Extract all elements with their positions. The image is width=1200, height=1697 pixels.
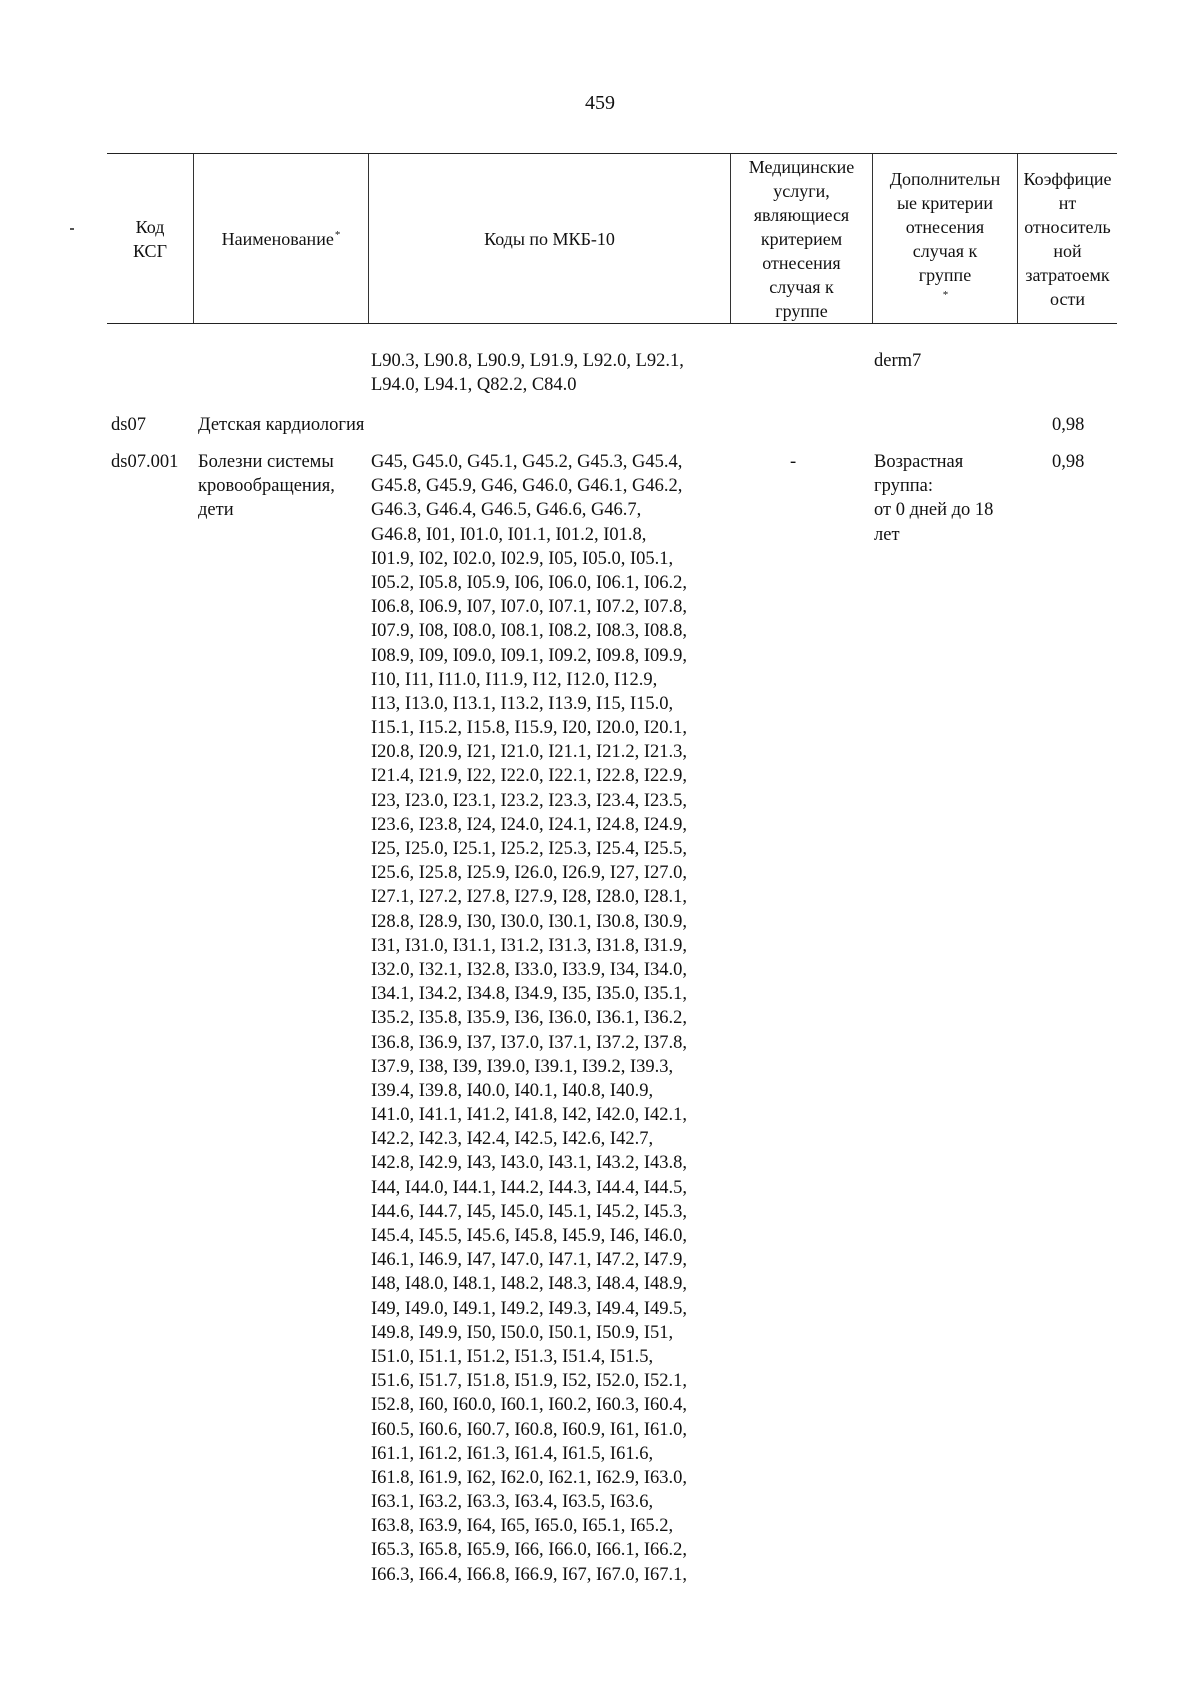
code-line: I61.8, I61.9, I62, I62.0, I62.1, I62.9, I63.0, — [371, 1467, 687, 1488]
code-line: I63.1, I63.2, I63.3, I63.4, I63.5, I63.6, — [371, 1492, 654, 1513]
header-code-line: КСГ — [133, 240, 167, 261]
code-line: I34.1, I34.2, I34.8, I34.9, I35, I35.0, I35.1, — [371, 984, 687, 1005]
code-line: I31, I31.0, I31.1, I31.2, I31.3, I31.8, I31.9, — [371, 935, 687, 956]
row-code: ds07.001 — [111, 452, 179, 472]
header-services-line: группе — [775, 300, 828, 321]
header-mkb-label: Коды по МКБ-10 — [484, 228, 615, 249]
header-coef-line: ной — [1053, 240, 1082, 261]
code-line: L94.0, L94.1, Q82.2, C84.0 — [371, 375, 577, 396]
code-line: I44, I44.0, I44.1, I44.2, I44.3, I44.4, I44.5, — [371, 1177, 687, 1198]
header-services-line: Медицинские — [748, 156, 855, 177]
code-line: I27.1, I27.2, I27.8, I27.9, I28, I28.0, I28.1, — [371, 887, 687, 908]
table-header — [107, 153, 1117, 324]
header-services-line: критерием — [760, 228, 843, 249]
header-services-line: отнесения — [762, 252, 841, 273]
header-services-lines — [749, 155, 855, 323]
code-line: I51.0, I51.1, I51.2, I51.3, I51.4, I51.5, — [371, 1346, 654, 1367]
code-line: G45.8, G45.9, G46, G46.0, G46.1, G46.2, — [371, 476, 683, 497]
row-criteria-line: лет — [874, 524, 900, 545]
row-criteria-line: от 0 дней до 18 — [874, 500, 994, 521]
header-coef-lines — [1023, 167, 1111, 311]
code-line: I44.6, I44.7, I45, I45.0, I45.1, I45.2, I45.3, — [371, 1201, 687, 1222]
header-coef-line: затратоемк — [1025, 264, 1110, 285]
code-line: I23, I23.0, I23.1, I23.2, I23.3, I23.4, I23.5, — [371, 790, 687, 811]
code-line: I51.6, I51.7, I51.8, I51.9, I52, I52.0, I52.1, — [371, 1371, 687, 1392]
code-line: I35.2, I35.8, I35.9, I36, I36.0, I36.1, I36.2, — [371, 1008, 687, 1029]
group-coef: 0,98 — [1052, 415, 1085, 435]
header-code — [107, 154, 193, 323]
code-line: I46.1, I46.9, I47, I47.0, I47.1, I47.2, I47.9, — [371, 1250, 687, 1271]
header-criteria-line: ые критерии — [896, 192, 994, 213]
code-line: I07.9, I08, I08.0, I08.1, I08.2, I08.3, I08.8, — [371, 621, 687, 642]
code-line: I49.8, I49.9, I50, I50.0, I50.1, I50.9, I51, — [371, 1322, 674, 1343]
code-line: I65.3, I65.8, I65.9, I66, I66.0, I66.1, I66.2, — [371, 1540, 687, 1561]
code-line: I10, I11, I11.0, I11.9, I12, I12.0, I12.9, — [371, 669, 658, 690]
code-line: I36.8, I36.9, I37, I37.0, I37.1, I37.2, I37.8, — [371, 1032, 687, 1053]
code-line: I37.9, I38, I39, I39.0, I39.1, I39.2, I39.3, — [371, 1056, 674, 1077]
header-criteria — [872, 154, 1017, 323]
code-line: I45.4, I45.5, I45.6, I45.8, I45.9, I46, I46.0, — [371, 1226, 687, 1246]
code-line: I66.3, I66.4, I66.8, I66.9, I67, I67.0, I67.1, — [371, 1564, 687, 1585]
row-services: - — [790, 452, 797, 472]
code-line: I48, I48.0, I48.1, I48.2, I48.3, I48.4, I48.9, — [371, 1274, 687, 1295]
group-name: Детская кардиология — [198, 415, 365, 435]
code-line: G46.3, G46.4, G46.5, G46.6, G46.7, — [371, 500, 642, 521]
footnote-mark: * — [942, 288, 949, 301]
code-line: I21.4, I21.9, I22, I22.0, I22.1, I22.8, I22.9, — [371, 766, 687, 787]
row-criteria-line: Возрастная — [874, 452, 964, 472]
scan-artifact — [70, 228, 74, 230]
code-line: I52.8, I60, I60.0, I60.1, I60.2, I60.3, I60.4, — [371, 1395, 687, 1416]
code-line: I39.4, I39.8, I40.0, I40.1, I40.8, I40.9, — [371, 1080, 654, 1101]
code-line: I42.8, I42.9, I43, I43.0, I43.1, I43.2, I43.8, — [371, 1153, 687, 1174]
code-line: G45, G45.0, G45.1, G45.2, G45.3, G45.4, — [371, 452, 683, 472]
row-criteria — [874, 450, 993, 547]
code-line: I08.9, I09, I09.0, I09.1, I09.2, I09.8, I09.9, — [371, 645, 687, 666]
header-criteria-line: Дополнительн — [889, 168, 1001, 189]
code-line: I20.8, I20.9, I21, I21.0, I21.1, I21.2, I21.3, — [371, 742, 687, 763]
code-line: I25.6, I25.8, I25.9, I26.0, I26.9, I27, I27.0, — [371, 863, 687, 884]
header-coef-line: нт — [1058, 192, 1077, 213]
header-name — [193, 154, 368, 323]
row-criteria-line: группа: — [874, 476, 933, 497]
code-line: I28.8, I28.9, I30, I30.0, I30.1, I30.8, I30.9, — [371, 911, 687, 932]
header-criteria-line: отнесения — [905, 216, 985, 237]
header-coef-line: ости — [1050, 288, 1085, 309]
header-services-line: услуги, — [773, 180, 830, 201]
row-name-line: кровообращения, — [198, 476, 335, 497]
code-line: I32.0, I32.1, I32.8, I33.0, I33.9, I34, I34.0, — [371, 959, 687, 980]
row-name-line: Болезни системы — [198, 452, 334, 472]
code-line: I63.8, I63.9, I64, I65, I65.0, I65.1, I65.2, — [371, 1516, 674, 1537]
code-line: L90.3, L90.8, L90.9, L91.9, L92.0, L92.1, — [371, 351, 684, 371]
header-coef-line: Коэффицие — [1023, 168, 1112, 189]
continuation-criteria: derm7 — [874, 351, 922, 371]
code-line: I06.8, I06.9, I07, I07.0, I07.1, I07.2, I07.8, — [371, 597, 687, 618]
code-line: I23.6, I23.8, I24, I24.0, I24.1, I24.8, I24.9, — [371, 814, 687, 835]
header-criteria-line: случая к — [912, 240, 978, 261]
header-coef — [1017, 154, 1117, 323]
continuation-codes — [371, 349, 684, 397]
code-line: I60.5, I60.6, I60.7, I60.8, I60.9, I61, I61.0, — [371, 1419, 687, 1440]
header-services-line: случая к — [769, 276, 834, 297]
row-codes — [371, 450, 687, 1587]
code-line: I49, I49.0, I49.1, I49.2, I49.3, I49.4, I49.5, — [371, 1298, 687, 1319]
header-coef-line: относитель — [1024, 216, 1111, 237]
header-services — [730, 154, 872, 323]
group-code: ds07 — [111, 415, 146, 435]
header-name-label: Наименование — [221, 228, 334, 249]
header-code-line: Код — [135, 216, 165, 237]
row-name — [198, 450, 335, 523]
code-line: I05.2, I05.8, I05.9, I06, I06.0, I06.1, I06.2, — [371, 572, 687, 593]
header-criteria-line-text: группе — [918, 264, 972, 285]
code-line: I13, I13.0, I13.1, I13.2, I13.9, I15, I15.0, — [371, 693, 674, 714]
code-line: I61.1, I61.2, I61.3, I61.4, I61.5, I61.6, — [371, 1443, 654, 1464]
code-line: I25, I25.0, I25.1, I25.2, I25.3, I25.4, I25.5, — [371, 839, 687, 859]
header-criteria-line — [890, 263, 1001, 311]
code-line: I15.1, I15.2, I15.8, I15.9, I20, I20.0, I20.1, — [371, 718, 687, 739]
code-line: I42.2, I42.3, I42.4, I42.5, I42.6, I42.7, — [371, 1129, 654, 1150]
header-mkb — [368, 154, 730, 323]
footnote-mark: * — [334, 228, 341, 241]
page-number: 459 — [585, 92, 615, 114]
row-name-line: дети — [198, 500, 234, 521]
header-services-line: являющиеся — [753, 204, 850, 225]
code-line: G46.8, I01, I01.0, I01.1, I01.2, I01.8, — [371, 524, 647, 545]
row-coef: 0,98 — [1052, 452, 1085, 472]
code-line: I01.9, I02, I02.0, I02.9, I05, I05.0, I05.1, — [371, 548, 674, 569]
code-line: I41.0, I41.1, I41.2, I41.8, I42, I42.0, I42.1, — [371, 1105, 687, 1126]
